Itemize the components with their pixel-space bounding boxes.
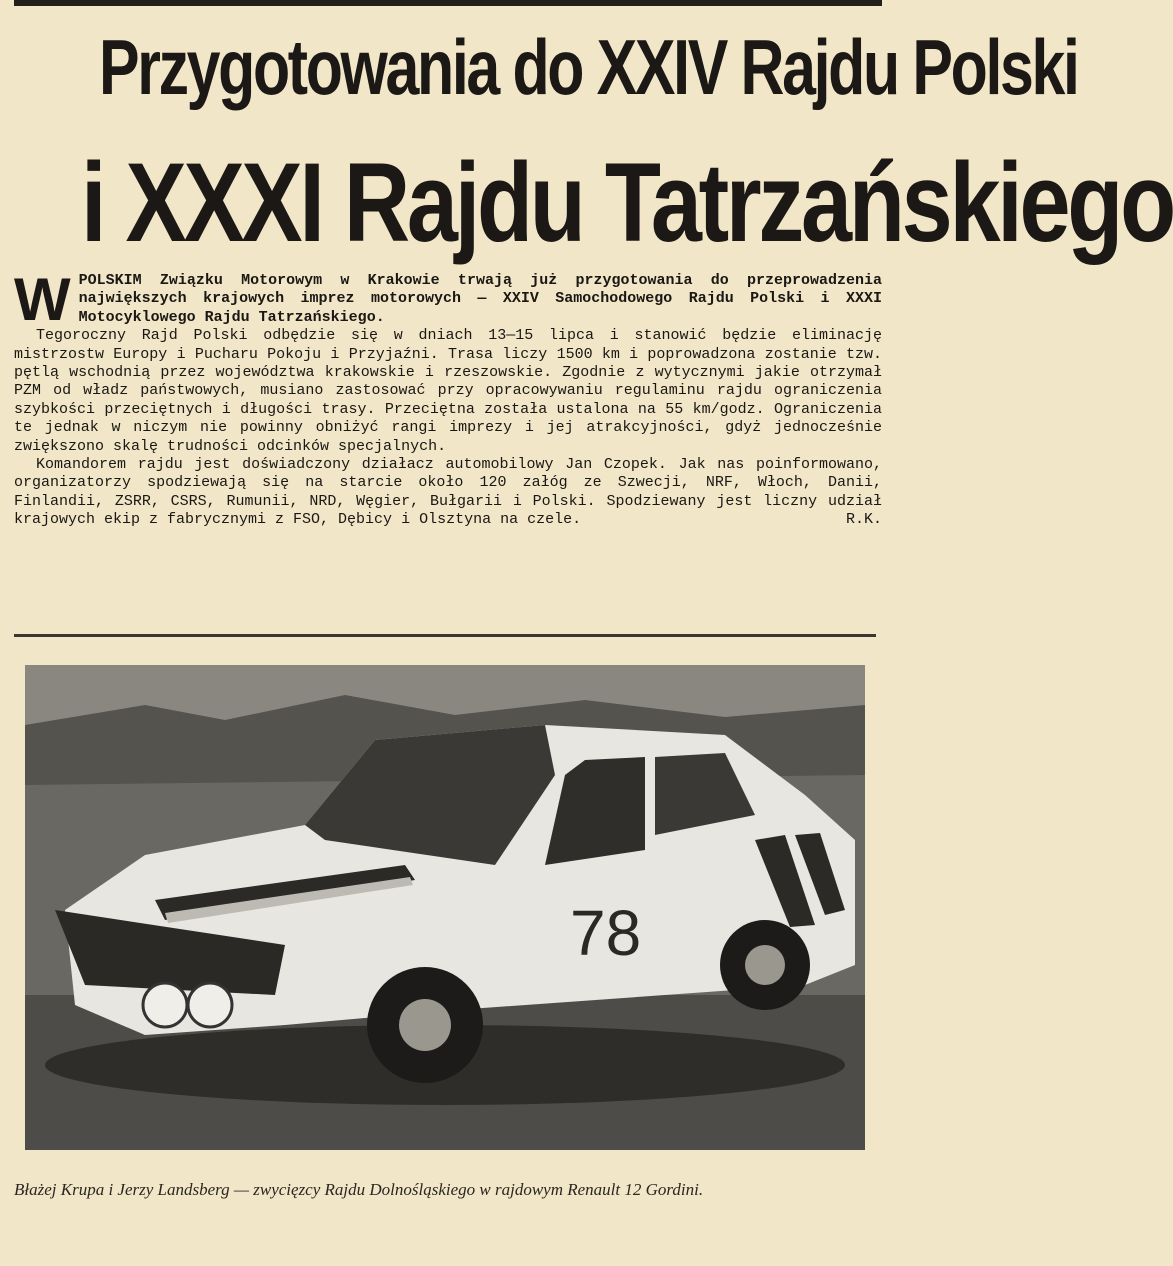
rally-car-photo: [25, 665, 865, 1150]
photo-caption: Błażej Krupa i Jerzy Landsberg — zwycięzcy Rajdu Dolnośląskiego w rajdowym Renault 12 Gordini.: [14, 1180, 704, 1199]
article-paragraph-2: [14, 456, 882, 530]
rally-car-illustration: [25, 665, 865, 1150]
headline-line-2: i XXXI Rajdu Tatrzańskiego: [81, 140, 1173, 265]
car-number: 78: [570, 897, 642, 969]
article-body: [14, 266, 882, 530]
headline-line-1: Przygotowania do XXIV Rajdu Polski: [99, 23, 1078, 111]
article-lead: POLSKIM Związku Motorowym w Krakowie trwają już przygotowania do przeprowadzenia największych krajowych imprez motorowych — XXIV Samochodowego Rajdu Polski i XXXI Motocyklowego Rajdu Tatrzańskiego.: [78, 272, 882, 326]
top-rule: [14, 0, 882, 6]
section-divider: [14, 634, 876, 637]
article-paragraph-1: Tegoroczny Rajd Polski odbędzie się w dniach 13—15 lipca i stanowić będzie eliminację mistrzostw Europy i Pucharu Pokoju i Przyjaźni. Trasa liczy 1500 km i poprowadzona zostanie tzw. pętlą wschodnią przez województwa krakowskie i rzeszowskie. Zgodnie z wytycznymi jakie otrzymał PZM od władz państwowych, musiano zastosować przy opracowywaniu regulaminu rajdu ograniczenia szybkości przeciętnych i długości trasy. Przeciętna została ustalona na 55 km/godz. Ograniczenia te jednak w niczym nie powinny obniżyć rangi imprezy i jej atrakcyjności, gdyż jednocześnie zwiększono skalę trudności odcinków specjalnych.: [14, 327, 882, 455]
drop-cap: W: [14, 266, 71, 333]
author-signature: R.K.: [845, 511, 882, 529]
article-paragraph-2-text: Komandorem rajdu jest doświadczony działacz automobilowy Jan Czopek. Jak nas poinformowano, organizatorzy spodziewają się na starcie około 120 załóg ze Szwecji, NRF, Włoch, Danii, Finlandii, ZSRR, CSRS, Rumunii, NRD, Węgier, Bułgarii i Polski. Spodziewany jest liczny udział krajowych ekip z fabrycznymi z FSO, Dębicy i Olsztyna na czele.: [14, 456, 882, 529]
